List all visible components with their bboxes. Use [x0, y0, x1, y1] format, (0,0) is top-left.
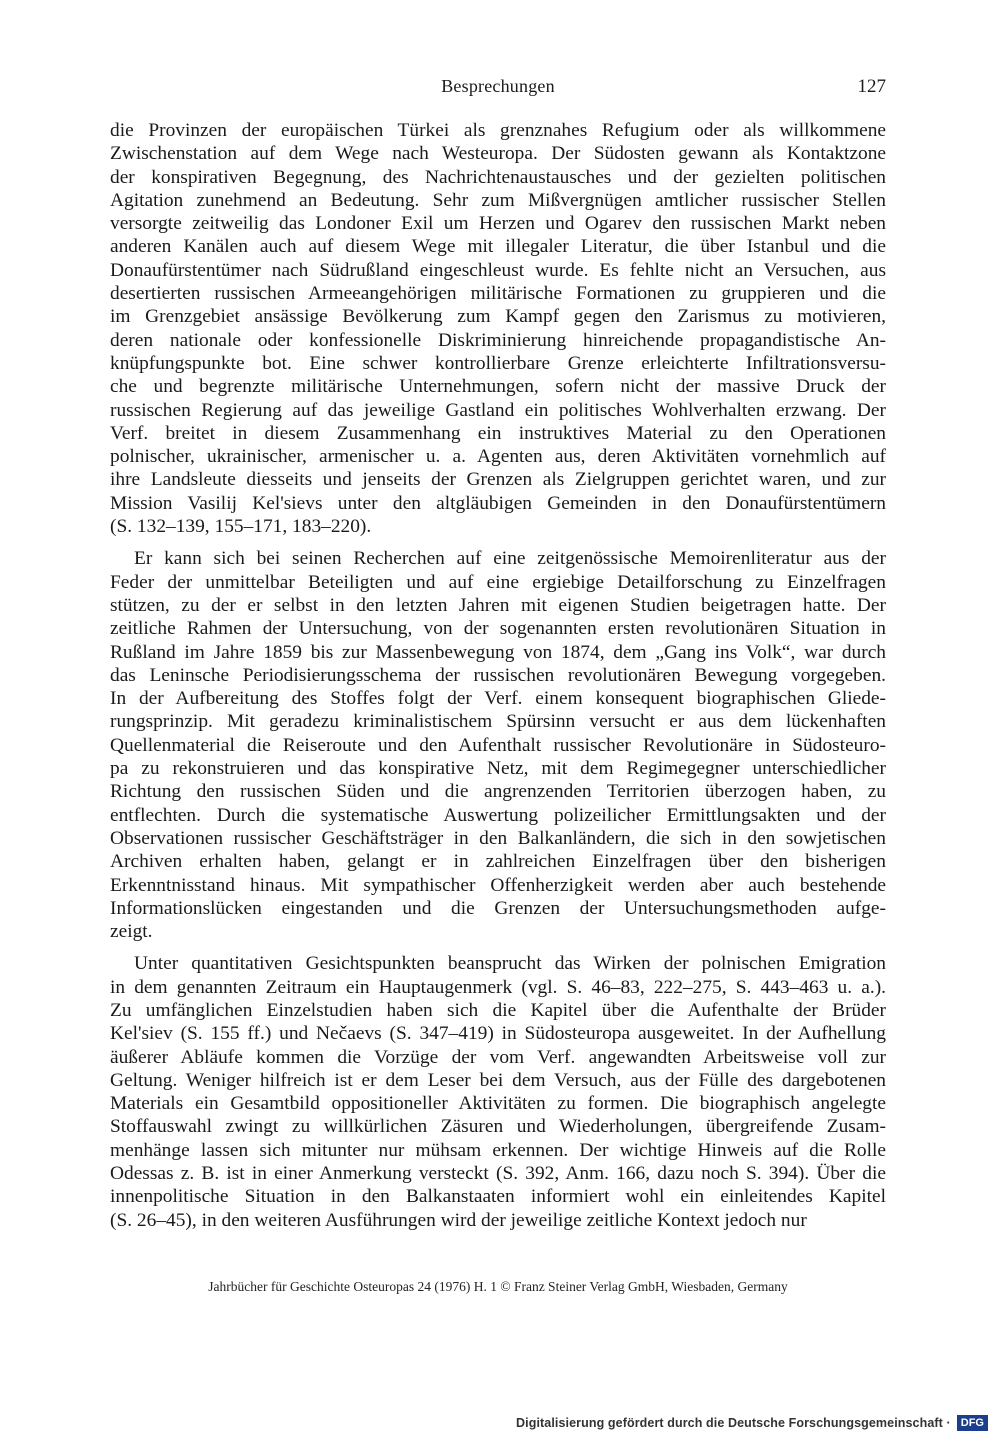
text-line: in dem genannten Zeitraum ein Hauptaugenmerk (vgl. S. 46–83, 222–275, S. 443–463 u. a.). — [110, 976, 886, 998]
text-line: In der Aufbereitung des Stoffes folgt der Verf. einem konsequent biographischen Gliede- — [110, 688, 886, 710]
text-line: stützen, zu der er selbst in den letzten Jahren mit eigenen Studien beigetragen hatte. Der — [110, 594, 886, 616]
text-line: pa zu rekonstruieren und das konspirative Netz, mit dem Regimegegner unterschiedlicher — [110, 758, 886, 780]
text-line: zeitliche Rahmen der Untersuchung, von der sogenannten ersten revolutionären Situation in — [110, 618, 886, 640]
text-line: versorgte zeitweilig das Londoner Exil um Herzen und Ogarev den russischen Markt neben — [110, 213, 886, 235]
text-line: das Leninsche Periodisierungsschema der russischen revolutionären Bewegung vorgegeben. — [110, 664, 886, 686]
text-line: die Provinzen der europäischen Türkei als grenznahes Refugium oder als willkommene — [110, 120, 886, 141]
text-line: äußerer Abläufe kommen die Vorzüge der vom Verf. angewandten Arbeitsweise voll zur — [110, 1046, 886, 1068]
digitization-credit-bar — [516, 1412, 988, 1434]
text-line: im Grenzgebiet ansässige Bevölkerung zum Kampf gegen den Zarismus zu motivieren, — [110, 306, 886, 328]
text-line: Observationen russischer Geschäftsträger in den Balkanländern, die sich in den sowjetischen — [110, 827, 886, 849]
text-line: zeigt. — [110, 921, 153, 943]
text-line: Archiven erhalten haben, gelangt er in zahlreichen Einzelfragen über den bisherigen — [110, 851, 886, 873]
text-line: knüpfungspunkte bot. Eine schwer kontrollierbare Grenze erleichterte Infiltrationsversu- — [110, 352, 886, 374]
text-line: Kel'siev (S. 155 ff.) und Nečaevs (S. 347–419) in Südosteuropa ausgeweitet. In der Aufhellung — [110, 1023, 886, 1045]
text-line: Stoffauswahl zwingt zu willkürlichen Zäsuren und Wiederholungen, übergreifende Zusam- — [110, 1116, 886, 1138]
text-line: russischen Regierung auf das jeweilige Gastland ein politisches Wohlverhalten erzwang. Der — [110, 399, 886, 421]
text-line: Geltung. Weniger hilfreich ist er dem Leser bei dem Versuch, aus der Fülle des dargebotenen — [110, 1069, 886, 1091]
text-line: Verf. breitet in diesem Zusammenhang ein instruktives Material zu den Operationen — [110, 422, 886, 444]
page-header — [110, 76, 886, 106]
text-line: innenpolitische Situation in den Balkanstaaten informiert wohl ein einleitendes Kapitel — [110, 1186, 886, 1208]
text-line: Rußland im Jahre 1859 bis zur Massenbewegung von 1874, dem „Gang ins Volk“, war durch — [110, 641, 886, 663]
paragraph — [110, 952, 886, 1232]
journal-citation: Jahrbücher für Geschichte Osteuropas 24 (1976) H. 1 © Franz Steiner Verlag GmbH, Wiesbaden, Germany — [208, 1279, 788, 1294]
text-line: Erkenntnisstand hinaus. Mit sympathischer Offenherzigkeit werden aber auch bestehende — [110, 874, 886, 896]
text-line: (S. 132–139, 155–171, 183–220). — [110, 516, 372, 538]
paragraph — [110, 547, 886, 943]
text-line: Zu umfänglichen Einzelstudien haben sich die Kapitel über die Aufenthalte der Brüder — [110, 999, 886, 1021]
text-line: ihre Landsleute diesseits und jenseits der Grenzen als Zielgruppen gerichtet waren, und zur — [110, 469, 886, 491]
page-number: 127 — [857, 76, 886, 97]
text-line: menhänge lassen sich mitunter nur mühsam erkennen. Der wichtige Hinweis auf die Rolle — [110, 1139, 886, 1161]
text-line: Agitation zunehmend an Bedeutung. Sehr zum Mißvergnügen amtlicher russischer Stellen — [110, 189, 886, 211]
text-line: Zwischenstation auf dem Wege nach Westeuropa. Der Südosten gewann als Kontaktzone — [110, 143, 886, 165]
text-line: deren nationale oder konfessionelle Diskriminierung hinreichende propagandistische An- — [110, 329, 886, 351]
text-line: polnischer, ukrainischer, armenischer u. a. Agenten aus, deren Aktivitäten vornehmlich auf — [110, 446, 886, 468]
body-text — [110, 119, 886, 1241]
text-line: Er kann sich bei seinen Recherchen auf eine zeitgenössische Memoirenliteratur aus der — [134, 548, 886, 570]
text-line: Richtung den russischen Süden und die angrenzenden Territorien überzogen haben, zu — [110, 781, 886, 803]
digitization-credit: Digitalisierung gefördert durch die Deutsche Forschungsgemeinschaft · — [516, 1416, 951, 1430]
text-line: desertierten russischen Armeeangehörigen militärische Formationen zu gruppieren und die — [110, 283, 886, 305]
text-line: Informationslücken eingestanden und die Grenzen der Untersuchungsmethoden aufge- — [110, 897, 886, 919]
text-line: der konspirativen Begegnung, des Nachrichtenaustausches und der gezielten politischen — [110, 166, 886, 188]
text-line: Unter quantitativen Gesichtspunkten beansprucht das Wirken der polnischen Emigration — [134, 953, 886, 975]
paragraph — [110, 119, 886, 538]
text-line: che und begrenzte militärische Unternehmungen, sofern nicht der massive Druck der — [110, 376, 886, 398]
text-line: Quellenmaterial die Reiseroute und den Aufenthalt russischer Revolutionäre in Südosteuro- — [110, 734, 886, 756]
text-line: (S. 26–45), in den weiteren Ausführungen wird der jeweilige zeitliche Kontext jedoch nur — [110, 1209, 807, 1231]
text-line: Materials ein Gesamtbild oppositioneller Aktivitäten zu formen. Die biographisch angelegte — [110, 1093, 886, 1115]
text-line: Donaufürstentümer nach Südrußland eingeschleust wurde. Es fehlte nicht an Versuchen, aus — [110, 259, 886, 281]
text-line: rungsprinzip. Mit geradezu kriminalistischem Spürsinn versucht er aus dem lückenhaften — [110, 711, 886, 733]
text-line: Mission Vasilij Kel'sievs unter den altgläubigen Gemeinden in den Donaufürstentümern — [110, 492, 886, 514]
text-line: Odessas z. B. ist in einer Anmerkung versteckt (S. 392, Anm. 166, dazu noch S. 394). Über die — [110, 1163, 886, 1185]
text-line: anderen Kanälen auch auf diesem Wege mit illegaler Literatur, die über Istanbul und die — [110, 236, 886, 258]
running-title: Besprechungen — [441, 76, 555, 96]
dfg-logo: DFG — [957, 1415, 988, 1431]
text-line: Feder der unmittelbar Beteiligten und auf eine ergiebige Detailforschung zu Einzelfragen — [110, 571, 886, 593]
text-line: entflechten. Durch die systematische Auswertung polizeilicher Ermittlungsakten und der — [110, 804, 886, 826]
